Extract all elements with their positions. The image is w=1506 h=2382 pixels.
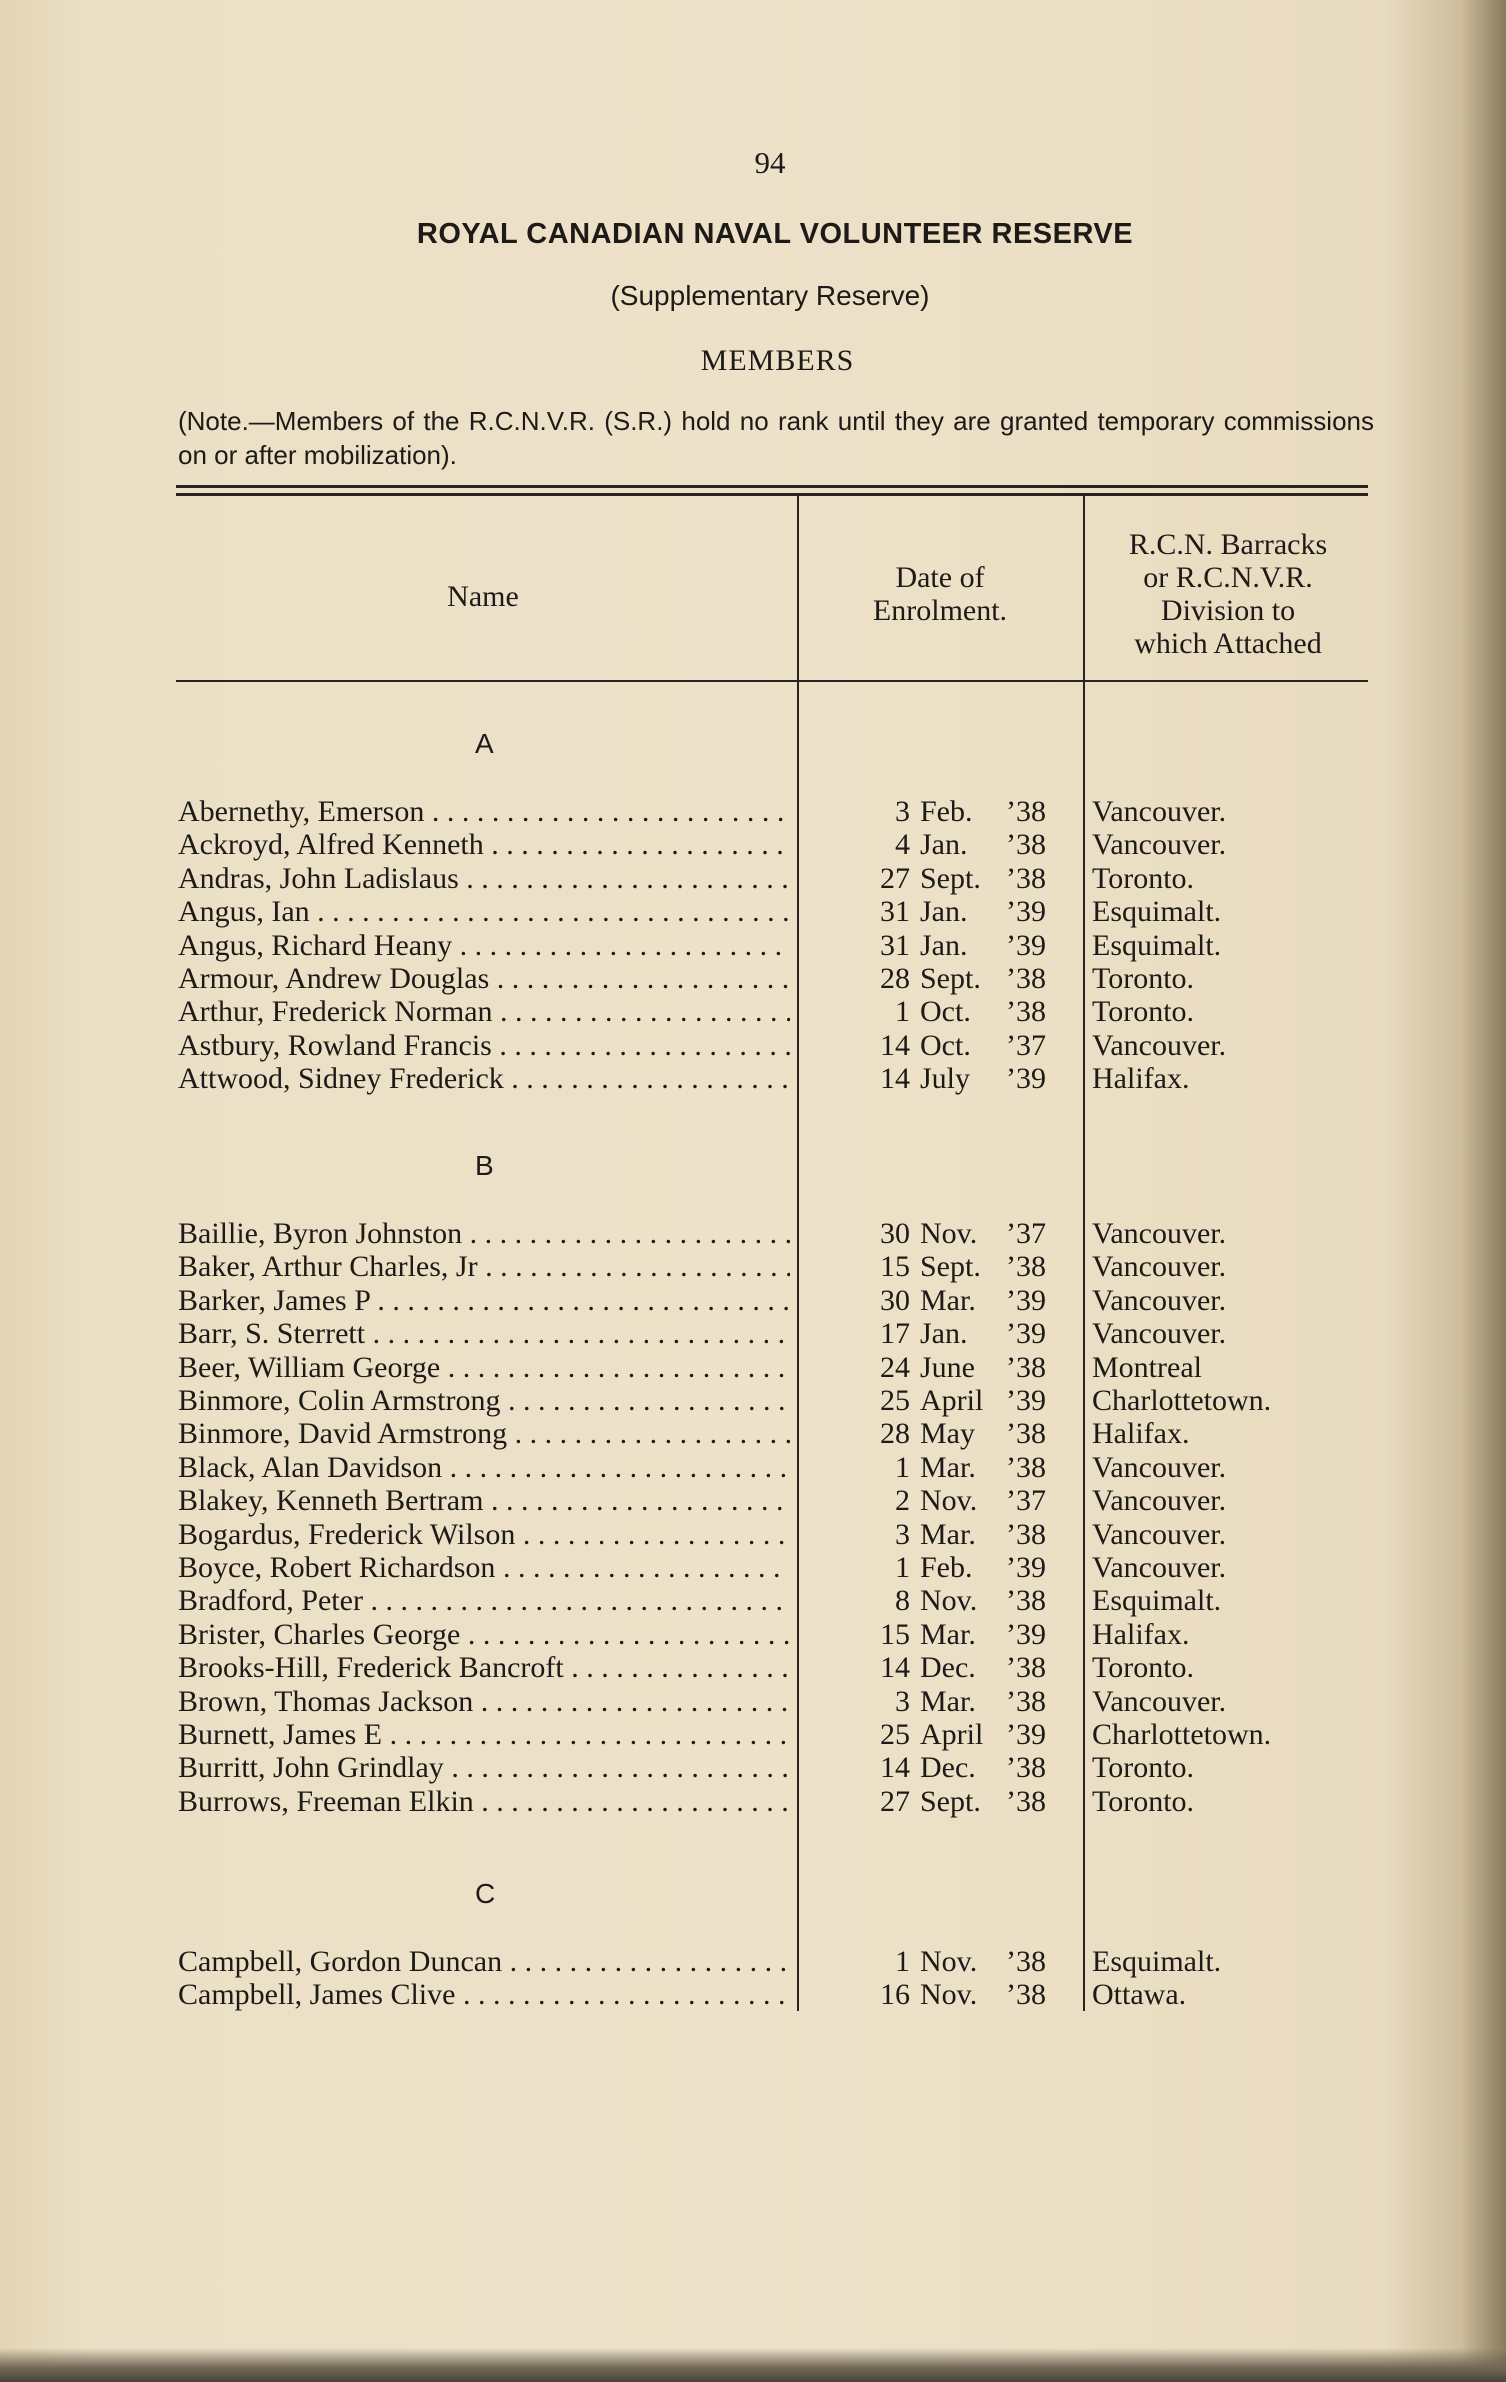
member-name: Burrows, Freeman Elkin . . . [178, 1785, 790, 1819]
division: Toronto. [1092, 995, 1195, 1029]
member-name: Burritt, John Grindlay . . . [178, 1751, 790, 1785]
enrolment-day: 25 [880, 1718, 910, 1751]
division: Vancouver. [1092, 1551, 1227, 1584]
enrolment-year: ’39 [1006, 1062, 1046, 1096]
division: Vancouver. [1092, 1250, 1227, 1284]
enrolment-year: ’39 [1006, 1718, 1046, 1751]
enrolment-year: ’39 [1006, 1551, 1046, 1584]
member-name: Ackroyd, Alfred Kenneth . . . [178, 828, 790, 862]
enrolment-day: 2 [895, 1484, 910, 1518]
division: Esquimalt. [1092, 1945, 1222, 1978]
table-top-rule-inner [176, 493, 1368, 496]
member-name: Barker, James P . . . [178, 1284, 790, 1318]
member-name: Bradford, Peter . . . [178, 1584, 790, 1618]
member-name: Armour, Andrew Douglas . . . [178, 962, 790, 996]
enrolment-day: 14 [880, 1028, 910, 1062]
member-name: Bogardus, Frederick Wilson . . . [178, 1518, 790, 1552]
enrolment-day: 3 [895, 1684, 910, 1718]
enrolment-month: Jan. [920, 895, 968, 929]
division: Toronto. [1092, 1751, 1195, 1785]
enrolment-day: 1 [895, 1551, 910, 1584]
page-title: ROYAL CANADIAN NAVAL VOLUNTEER RESERVE [416, 218, 1134, 250]
enrolment-year: ’38 [1006, 1684, 1046, 1718]
enrolment-month: June [920, 1350, 975, 1384]
division: Vancouver. [1092, 795, 1227, 828]
enrolment-month: Sept. [920, 1784, 981, 1818]
enrolment-year: ’38 [1006, 1250, 1046, 1284]
enrolment-day: 1 [895, 1945, 910, 1978]
enrolment-year: ’38 [1006, 1945, 1046, 1978]
enrolment-month: Sept. [920, 861, 981, 895]
enrolment-day: 16 [880, 1978, 910, 2012]
enrolment-day: 8 [895, 1584, 910, 1618]
column-divider-date-division [1083, 496, 1085, 2011]
division: Ottawa. [1092, 1978, 1187, 2012]
member-name: Burnett, James E . . . [178, 1718, 790, 1752]
division: Charlottetown. [1092, 1718, 1272, 1751]
division: Vancouver. [1092, 1283, 1227, 1317]
enrolment-year: ’37 [1006, 1028, 1046, 1062]
enrolment-day: 14 [880, 1062, 910, 1096]
enrolment-month: July [920, 1062, 971, 1096]
enrolment-year: ’38 [1006, 962, 1046, 995]
enrolment-month: Mar. [920, 1517, 976, 1551]
enrolment-month: Nov. [920, 1945, 978, 1978]
member-name: Binmore, David Armstrong . . . [178, 1417, 790, 1451]
enrolment-year: ’38 [1006, 1651, 1046, 1685]
enrolment-month: Oct. [920, 995, 971, 1029]
member-name: Arthur, Frederick Norman . . . [178, 995, 790, 1029]
enrolment-month: Nov. [920, 1978, 978, 2012]
member-name: Angus, Richard Heany . . . [178, 929, 790, 963]
division: Montreal [1092, 1350, 1202, 1384]
enrolment-year: ’38 [1006, 1584, 1046, 1618]
member-name: Angus, Ian . . . [178, 895, 790, 929]
enrolment-day: 3 [895, 795, 910, 828]
column-header-division-line2: or R.C.N.V.R. [1143, 561, 1313, 594]
enrolment-year: ’38 [1006, 861, 1046, 895]
page-bottom-shadow [0, 2348, 1506, 2382]
enrolment-year: ’39 [1006, 1317, 1046, 1351]
enrolment-day: 31 [880, 928, 910, 962]
enrolment-month: Nov. [920, 1484, 978, 1518]
enrolment-month: Feb. [920, 795, 973, 828]
member-name: Andras, John Ladislaus . . . [178, 862, 790, 896]
enrolment-month: Mar. [920, 1617, 976, 1651]
enrolment-day: 25 [880, 1384, 910, 1417]
enrolment-year: ’39 [1006, 1283, 1046, 1317]
enrolment-year: ’38 [1006, 1978, 1046, 2012]
enrolment-month: Dec. [920, 1751, 976, 1785]
enrolment-year: ’38 [1006, 795, 1046, 828]
page-number: 94 [754, 145, 786, 180]
enrolment-day: 4 [895, 828, 910, 862]
member-name: Brooks-Hill, Frederick Bancroft . . . [178, 1651, 790, 1685]
header-bottom-rule [176, 680, 1368, 682]
enrolment-day: 1 [895, 1450, 910, 1484]
member-name: Beer, William George . . . [178, 1351, 790, 1385]
division: Vancouver. [1092, 1684, 1227, 1718]
enrolment-month: Mar. [920, 1450, 976, 1484]
enrolment-day: 27 [880, 861, 910, 895]
member-name: Campbell, James Clive . . . [178, 1978, 790, 2012]
section-heading: MEMBERS [700, 344, 855, 377]
enrolment-month: Dec. [920, 1651, 976, 1685]
member-name: Boyce, Robert Richardson . . . [178, 1551, 790, 1585]
enrolment-year: ’37 [1006, 1217, 1046, 1250]
column-header-division-line1: R.C.N. Barracks [1128, 528, 1328, 561]
division: Vancouver. [1092, 828, 1227, 862]
enrolment-day: 30 [880, 1283, 910, 1317]
enrolment-day: 14 [880, 1751, 910, 1785]
letter-heading-a: A [475, 728, 494, 759]
enrolment-day: 24 [880, 1350, 910, 1384]
column-header-division-line3: Division to [1160, 594, 1296, 627]
division: Toronto. [1092, 861, 1195, 895]
member-name: Brister, Charles George . . . [178, 1618, 790, 1652]
enrolment-month: Sept. [920, 962, 981, 995]
enrolment-year: ’38 [1006, 995, 1046, 1029]
column-header-date-line1: Date of [895, 561, 985, 594]
enrolment-month: Nov. [920, 1584, 978, 1618]
member-name: Campbell, Gordon Duncan . . . [178, 1945, 790, 1979]
division: Esquimalt. [1092, 928, 1222, 962]
enrolment-month: Jan. [920, 1317, 968, 1351]
member-name: Attwood, Sidney Frederick . . . [178, 1062, 790, 1096]
division: Vancouver. [1092, 1517, 1227, 1551]
page-subtitle: (Supplementary Reserve) [610, 280, 930, 311]
division: Halifax. [1092, 1062, 1190, 1096]
enrolment-month: April [920, 1384, 984, 1417]
enrolment-day: 28 [880, 1417, 910, 1451]
enrolment-year: ’39 [1006, 895, 1046, 929]
enrolment-year: ’39 [1006, 928, 1046, 962]
enrolment-year: ’38 [1006, 1450, 1046, 1484]
enrolment-month: Oct. [920, 1028, 971, 1062]
enrolment-day: 17 [880, 1317, 910, 1351]
member-name: Baillie, Byron Johnston . . . [178, 1217, 790, 1251]
member-name: Black, Alan Davidson . . . [178, 1451, 790, 1485]
enrolment-year: ’38 [1006, 1417, 1046, 1451]
enrolment-month: May [920, 1417, 975, 1451]
enrolment-day: 31 [880, 895, 910, 929]
division: Halifax. [1092, 1417, 1190, 1451]
enrolment-year: ’38 [1006, 1350, 1046, 1384]
enrolment-year: ’39 [1006, 1617, 1046, 1651]
enrolment-month: Mar. [920, 1283, 976, 1317]
member-name: Baker, Arthur Charles, Jr . . . [178, 1250, 790, 1284]
division: Vancouver. [1092, 1317, 1227, 1351]
enrolment-month: April [920, 1718, 984, 1751]
enrolment-month: Feb. [920, 1551, 973, 1584]
member-name: Blakey, Kenneth Bertram . . . [178, 1484, 790, 1518]
membership-note: (Note.—Members of the R.C.N.V.R. (S.R.) hold no rank until they are granted temporary commissions on or after mobilization). [178, 406, 1374, 470]
enrolment-month: Nov. [920, 1217, 978, 1250]
enrolment-day: 1 [895, 995, 910, 1029]
division: Toronto. [1092, 1784, 1195, 1818]
column-header-division-line4: which Attached [1134, 627, 1322, 660]
enrolment-day: 27 [880, 1784, 910, 1818]
enrolment-month: Sept. [920, 1250, 981, 1284]
enrolment-month: Jan. [920, 928, 968, 962]
division: Charlottetown. [1092, 1384, 1272, 1417]
division: Vancouver. [1092, 1484, 1227, 1518]
enrolment-day: 3 [895, 1517, 910, 1551]
enrolment-year: ’37 [1006, 1484, 1046, 1518]
enrolment-month: Jan. [920, 828, 968, 862]
division: Esquimalt. [1092, 1584, 1222, 1618]
column-header-date-line2: Enrolment. [872, 594, 1008, 627]
column-header-name: Name [447, 580, 519, 613]
member-name: Astbury, Rowland Francis . . . [178, 1029, 790, 1063]
division: Esquimalt. [1092, 895, 1222, 929]
enrolment-day: 14 [880, 1651, 910, 1685]
division: Vancouver. [1092, 1217, 1227, 1250]
division: Vancouver. [1092, 1450, 1227, 1484]
member-name: Barr, S. Sterrett . . . [178, 1317, 790, 1351]
division: Halifax. [1092, 1617, 1190, 1651]
division: Vancouver. [1092, 1028, 1227, 1062]
enrolment-day: 30 [880, 1217, 910, 1250]
enrolment-day: 15 [880, 1250, 910, 1284]
enrolment-day: 15 [880, 1617, 910, 1651]
enrolment-month: Mar. [920, 1684, 976, 1718]
member-name: Abernethy, Emerson . . . [178, 795, 790, 829]
enrolment-year: ’38 [1006, 1784, 1046, 1818]
enrolment-year: ’38 [1006, 1751, 1046, 1785]
member-name: Brown, Thomas Jackson . . . [178, 1685, 790, 1719]
table-top-rule [176, 485, 1368, 488]
letter-heading-b: B [475, 1150, 494, 1181]
division: Toronto. [1092, 962, 1195, 995]
enrolment-day: 28 [880, 962, 910, 995]
enrolment-year: ’38 [1006, 1517, 1046, 1551]
division: Toronto. [1092, 1651, 1195, 1685]
enrolment-year: ’38 [1006, 828, 1046, 862]
column-divider-name-date [797, 496, 799, 2011]
enrolment-year: ’39 [1006, 1384, 1046, 1417]
member-name: Binmore, Colin Armstrong . . . [178, 1384, 790, 1418]
letter-heading-c: C [475, 1878, 496, 1909]
